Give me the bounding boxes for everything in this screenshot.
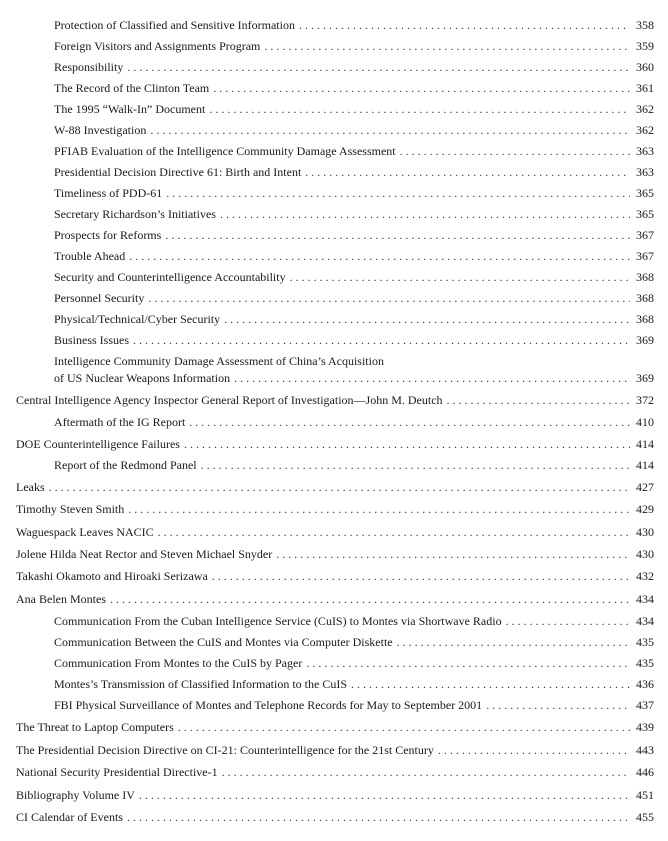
dot-leader <box>351 677 630 691</box>
dot-leader <box>264 39 630 53</box>
toc-entry-page: 358 <box>636 18 654 32</box>
dot-leader <box>400 144 630 158</box>
dot-leader <box>150 123 630 137</box>
toc-entry-title: Aftermath of the IG Report <box>54 415 186 429</box>
toc-entry[interactable] <box>54 458 654 472</box>
toc-entry-page: 437 <box>636 698 654 712</box>
toc-entry-title: Report of the Redmond Panel <box>54 458 197 472</box>
toc-entry-page: 369 <box>636 371 654 385</box>
toc-entry-page: 369 <box>636 333 654 347</box>
dot-leader <box>139 788 630 802</box>
toc-entry-page: 414 <box>636 458 654 472</box>
dot-leader <box>201 458 630 472</box>
toc-entry[interactable] <box>54 371 654 385</box>
toc-entry[interactable] <box>54 291 654 305</box>
toc-entry-page: 446 <box>636 765 654 779</box>
toc-entry-page: 410 <box>636 415 654 429</box>
toc-entry[interactable] <box>54 207 654 221</box>
toc-entry-page: 451 <box>636 788 654 802</box>
dot-leader <box>486 698 630 712</box>
dot-leader <box>148 291 630 305</box>
toc-entry[interactable] <box>54 39 654 53</box>
toc-entry-page: 430 <box>636 547 654 561</box>
toc-entry[interactable] <box>54 102 654 116</box>
toc-entry-page: 363 <box>636 165 654 179</box>
toc-entry-page: 435 <box>636 656 654 670</box>
toc-entry[interactable] <box>16 547 654 561</box>
toc-entry[interactable] <box>16 765 654 779</box>
dot-leader <box>165 228 630 242</box>
toc-entry-title: The Presidential Decision Directive on CI-21: Counterintelligence for the 21st Century <box>16 743 434 757</box>
toc-entry-page: 455 <box>636 810 654 824</box>
toc-entry-page: 436 <box>636 677 654 691</box>
dot-leader <box>438 743 630 757</box>
toc-entry-title: Prospects for Reforms <box>54 228 162 242</box>
toc-entry[interactable] <box>54 18 654 32</box>
toc-entry-title: Waguespack Leaves NACIC <box>16 525 154 539</box>
toc-entry-title: Physical/Technical/Cyber Security <box>54 312 221 326</box>
toc-entry-page: 439 <box>636 720 654 734</box>
dot-leader <box>224 312 630 326</box>
dot-leader <box>158 525 630 539</box>
toc-entry[interactable] <box>16 393 654 407</box>
dot-leader <box>397 635 630 649</box>
toc-entry-page: 432 <box>636 569 654 583</box>
toc-entry-title: Bibliography Volume IV <box>16 788 135 802</box>
dot-leader <box>290 270 630 284</box>
toc-entry-title: The Threat to Laptop Computers <box>16 720 174 734</box>
toc-entry[interactable] <box>16 743 654 757</box>
dot-leader <box>166 186 630 200</box>
toc-entry-title: Takashi Okamoto and Hiroaki Serizawa <box>16 569 208 583</box>
dot-leader <box>178 720 630 734</box>
toc-entry[interactable] <box>54 614 654 628</box>
toc-entry-page: 361 <box>636 81 654 95</box>
dot-leader <box>299 18 630 32</box>
toc-entry-page: 368 <box>636 270 654 284</box>
toc-entry[interactable] <box>54 228 654 242</box>
toc-entry-title: Security and Counterintelligence Accountability <box>54 270 286 284</box>
toc-entry-title: Timothy Steven Smith <box>16 502 125 516</box>
toc-entry[interactable] <box>16 525 654 539</box>
toc-entry-title: FBI Physical Surveillance of Montes and Telephone Records for May to September 2001 <box>54 698 483 712</box>
toc-entry[interactable] <box>54 249 654 263</box>
toc-entry[interactable] <box>16 480 654 494</box>
toc-entry-title: of US Nuclear Weapons Information <box>54 371 231 385</box>
toc-entry[interactable] <box>54 333 654 347</box>
toc-entry-page: 430 <box>636 525 654 539</box>
toc-entry-page: 365 <box>636 186 654 200</box>
toc-entry[interactable] <box>54 677 654 691</box>
dot-leader <box>220 207 630 221</box>
toc-entry-page: 427 <box>636 480 654 494</box>
toc-entry[interactable] <box>54 415 654 429</box>
toc-entry-title: Secretary Richardson’s Initiatives <box>54 207 216 221</box>
toc-entry-page: 362 <box>636 123 654 137</box>
toc-entry-title: DOE Counterintelligence Failures <box>16 437 180 451</box>
toc-entry-title: Trouble Ahead <box>54 249 126 263</box>
toc-entry[interactable] <box>16 788 654 802</box>
toc-entry-page: 429 <box>636 502 654 516</box>
toc-entry[interactable] <box>16 810 654 824</box>
toc-entry-title: Ana Belen Montes <box>16 592 106 606</box>
toc-entry-title: Business Issues <box>54 333 130 347</box>
toc-entry-title: The 1995 “Walk-In” Document <box>54 102 206 116</box>
toc-entry-page: 359 <box>636 39 654 53</box>
dot-leader <box>129 249 630 263</box>
toc-entry-page: 372 <box>636 393 654 407</box>
toc-entry-title: PFIAB Evaluation of the Intelligence Community Damage Assessment <box>54 144 396 158</box>
toc-entry-page: 414 <box>636 437 654 451</box>
dot-leader <box>127 810 630 824</box>
toc-entry-title: Communication Between the CuIS and Montes via Computer Diskette <box>54 635 393 649</box>
toc-entry[interactable] <box>16 437 654 451</box>
toc-entry-page: 435 <box>636 635 654 649</box>
toc-entry-page: 365 <box>636 207 654 221</box>
dot-leader <box>127 60 630 74</box>
toc-entry[interactable] <box>16 569 654 583</box>
toc-entry-page: 368 <box>636 291 654 305</box>
dot-leader <box>189 415 630 429</box>
toc-entry[interactable] <box>54 656 654 670</box>
dot-leader <box>128 502 630 516</box>
toc-entry-title: The Record of the Clinton Team <box>54 81 210 95</box>
toc-entry-title: Leaks <box>16 480 45 494</box>
toc-entry-title: Timeliness of PDD-61 <box>54 186 163 200</box>
dot-leader <box>306 656 630 670</box>
toc-entry-title: Communication From the Cuban Intelligence Service (CuIS) to Montes via Shortwave Radio <box>54 614 502 628</box>
dot-leader <box>110 592 630 606</box>
toc-entry[interactable] <box>16 592 654 606</box>
toc-entry-page: 362 <box>636 102 654 116</box>
toc-entry[interactable] <box>54 165 654 179</box>
dot-leader <box>212 569 630 583</box>
toc-entry-title: Central Intelligence Agency Inspector General Report of Investigation—John M. Deutch <box>16 393 443 407</box>
toc-entry[interactable] <box>54 312 654 326</box>
toc-entry-title: Jolene Hilda Neat Rector and Steven Michael Snyder <box>16 547 273 561</box>
toc-entry-title: CI Calendar of Events <box>16 810 123 824</box>
toc-entry[interactable] <box>54 60 654 74</box>
toc-entry[interactable] <box>54 123 654 137</box>
toc-entry-title: Montes’s Transmission of Classified Information to the CuIS <box>54 677 348 691</box>
toc-entry-page: 363 <box>636 144 654 158</box>
toc-entry-title: Presidential Decision Directive 61: Birth and Intent <box>54 165 302 179</box>
dot-leader <box>213 81 630 95</box>
dot-leader <box>506 614 630 628</box>
toc-entry[interactable] <box>54 270 654 284</box>
toc-entry[interactable] <box>54 186 654 200</box>
toc-entry-title: Protection of Classified and Sensitive Information <box>54 18 295 32</box>
toc-entry-title: W-88 Investigation <box>54 123 147 137</box>
toc-entry-title: Communication From Montes to the CuIS by Pager <box>54 656 303 670</box>
toc-entry-page: 434 <box>636 614 654 628</box>
toc-entry-page: 434 <box>636 592 654 606</box>
dot-leader <box>49 480 630 494</box>
toc-entry[interactable] <box>16 720 654 734</box>
toc-entry[interactable] <box>54 81 654 95</box>
toc-entry[interactable] <box>54 698 654 712</box>
toc-entry-page: 360 <box>636 60 654 74</box>
toc-entry-title: Personnel Security <box>54 291 145 305</box>
toc-entry[interactable] <box>54 635 654 649</box>
toc-entry[interactable] <box>54 144 654 158</box>
toc-entry[interactable] <box>16 502 654 516</box>
toc-entry-page: 367 <box>636 249 654 263</box>
toc-entry-page: 443 <box>636 743 654 757</box>
toc-entry-title: National Security Presidential Directive-1 <box>16 765 218 779</box>
toc-entry-title: Foreign Visitors and Assignments Program <box>54 39 261 53</box>
dot-leader <box>447 393 630 407</box>
dot-leader <box>234 371 630 385</box>
dot-leader <box>184 437 630 451</box>
dot-leader <box>222 765 630 779</box>
dot-leader <box>133 333 630 347</box>
dot-leader <box>209 102 630 116</box>
toc-entry-title: Responsibility <box>54 60 124 74</box>
toc-entry-page: 367 <box>636 228 654 242</box>
toc-entry-title-line1[interactable]: Intelligence Community Damage Assessment of China’s Acquisition <box>54 354 384 368</box>
toc-entry-page: 368 <box>636 312 654 326</box>
dot-leader <box>305 165 630 179</box>
dot-leader <box>276 547 630 561</box>
